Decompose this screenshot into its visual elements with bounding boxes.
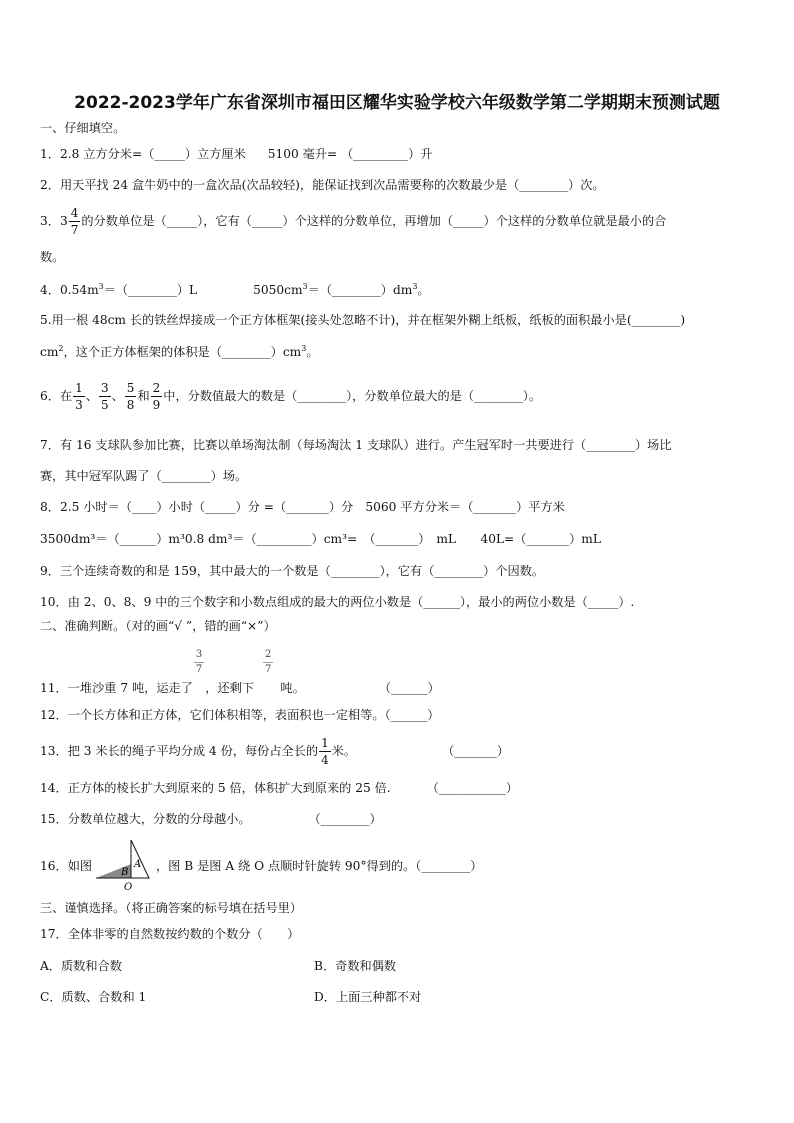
fraction-denominator: 3 — [75, 398, 83, 412]
question-17: 17．全体非零的自然数按约数的个数分（ ） — [40, 927, 300, 941]
fraction-numerator: 4 — [70, 206, 79, 220]
question-3-text: 的分数单位是（_____），它有（_____）个这样的分数单位，再增加（_____）个这样的分数单位就是最小的合 — [81, 214, 667, 228]
question-7-line-2: 赛，其中冠军队踢了（________）场。 — [40, 469, 248, 483]
question-4-part-a: 4．0.54m — [40, 283, 99, 297]
question-14-text: 14．正方体的棱长扩大到原来的 5 倍，体积扩大到原来的 25 倍. — [40, 781, 391, 795]
question-5-text: ，这个正方体框架的体积是（________）cm — [63, 345, 302, 359]
question-1-part-b: 5100 毫升= （_________）升 — [267, 147, 433, 161]
question-7-line-1: 7．有 16 支球队参加比赛，比赛以单场淘汰制（每场淘汰 1 支球队）进行。产生冠军时一共要进行（________）场比 — [40, 438, 672, 452]
question-3-prefix: 3．3 — [40, 214, 68, 228]
question-1 — [40, 148, 433, 160]
option-a[interactable]: A．质数和合数 — [40, 959, 122, 973]
fraction-1-3 — [73, 382, 85, 411]
question-8-line-2: 3500dm³＝（______）m³0.8 dm³＝（_________）cm³= （_______） mL 40L=（_______）mL — [40, 532, 601, 546]
answer-blank[interactable]: （_______） — [442, 744, 510, 758]
fraction-numerator: 3 — [100, 381, 109, 395]
section-heading-true-false: 二、准确判断。（对的画“√ ”，错的画“×”） — [40, 619, 276, 633]
question-9: 9．三个连续奇数的和是 159，其中最大的一个数是（________），它有（________）个因数。 — [40, 564, 545, 578]
answer-blank[interactable]: （______） — [378, 681, 440, 695]
unit-cm: cm — [40, 345, 59, 359]
cube-superscript: 3 — [301, 343, 307, 353]
fraction-numerator: 3 — [194, 650, 204, 663]
fraction-numerator: 5 — [126, 381, 135, 395]
question-13 — [40, 737, 509, 766]
question-14 — [40, 782, 518, 794]
question-5-line-1: 5.用一根 48cm 长的铁丝焊接成一个正方体框架(接头处忽略不计)，并在框架外糊上纸板，纸板的面积最小是(________) — [40, 313, 686, 327]
fraction-denominator: 4 — [321, 753, 329, 767]
fraction-5-8 — [125, 382, 137, 411]
question-16-text: 16．如图 — [40, 859, 93, 873]
question-11-text-2: ，还剩下 — [205, 681, 255, 695]
page-title: 2022-2023学年广东省深圳市福田区耀华实验学校六年级数学第二学期期末预测试题 — [74, 93, 720, 113]
question-4-part-a-blank: ＝（________）L — [103, 283, 198, 297]
question-15 — [40, 813, 382, 825]
question-4 — [40, 281, 430, 297]
fraction-numerator: 2 — [263, 650, 273, 663]
fraction-3-5 — [99, 382, 111, 411]
fraction-denominator: 9 — [152, 398, 161, 412]
question-13-text: 13．把 3 米长的绳子平均分成 4 份，每份占全长的 — [40, 744, 319, 758]
section-heading-multiple-choice: 三、谨慎选择。（将正确答案的标号填在括号里） — [40, 901, 303, 915]
question-3-line-2: 数。 — [40, 250, 65, 264]
question-6-text: 中，分数值最大的数是（________），分数单位最大的是（________）。 — [163, 389, 542, 403]
question-11-text: 11．一堆沙重 7 吨，运走了 — [40, 681, 193, 695]
question-16-text-2: ，图 B 是图 A 绕 O 点顺时针旋转 90°得到的。（________） — [156, 859, 483, 873]
answer-blank[interactable]: （________） — [308, 812, 382, 826]
question-13-unit: 米。 — [331, 744, 357, 758]
question-5-line-2 — [40, 343, 319, 359]
question-4-part-b: 5050cm — [253, 283, 303, 297]
and-word: 和 — [137, 389, 150, 403]
fraction-denominator: 7 — [195, 664, 203, 675]
section-heading-fill-blanks: 一、仔细填空。 — [40, 121, 126, 135]
fraction-2-7 — [263, 650, 273, 675]
question-3 — [40, 207, 666, 236]
question-12: 12．一个长方体和正方体，它们体积相等，表面积也一定相等。（______） — [40, 708, 440, 722]
question-6: 6．在 $\frac{1}{3}$ 、 $\frac{3}{5}$ 、 $\frac{5}{8}$ 和 $\frac{2}{9}$ 中，分数值最大的数是（________），分数单位最大的是（________）。 — [40, 381, 542, 412]
fraction-denominator: 5 — [100, 398, 109, 412]
fraction-denominator: 7 — [265, 664, 272, 675]
label-b: B — [121, 867, 129, 878]
mixed-number-fraction — [69, 207, 81, 236]
cube-superscript: 3 — [412, 281, 418, 291]
question-8-line-1: 8．2.5 小时＝（____）小时（_____）分 =（_______）分 5060 平方分米＝（_______）平方米 — [40, 500, 565, 514]
question-6-prefix: 6．在 — [40, 389, 73, 403]
square-superscript: 2 — [58, 343, 64, 353]
fraction-3-7 — [194, 650, 204, 675]
question-11-unit: 吨。 — [280, 681, 305, 695]
option-d[interactable]: D．上面三种都不对 — [314, 990, 422, 1004]
cube-superscript: 3 — [302, 281, 308, 291]
option-b[interactable]: B．奇数和偶数 — [314, 959, 397, 973]
fraction-2-9 — [151, 382, 163, 411]
option-c[interactable]: C．质数、合数和 1 — [40, 990, 147, 1004]
question-10: 10．由 2、0、8、9 中的三个数字和小数点组成的最大的两位小数是（______），最小的两位小数是（_____）. — [40, 595, 635, 609]
question-11 — [40, 649, 440, 695]
question-15-text: 15．分数单位越大，分数的分母越小。 — [40, 812, 251, 826]
label-a: A — [134, 859, 142, 870]
fraction-numerator: 1 — [321, 736, 329, 750]
question-2: 2．用天平找 24 盒牛奶中的一盒次品(次品较轻)，能保证找到次品需要称的次数最少是（________）次。 — [40, 178, 605, 192]
question-16 — [40, 860, 92, 872]
question-5-end: 。 — [306, 345, 319, 359]
label-o: O — [124, 882, 133, 892]
cube-superscript: 3 — [98, 281, 104, 291]
question-4-part-b-blank: ＝（________）dm — [307, 283, 413, 297]
fraction-denominator: 8 — [126, 398, 135, 412]
question-4-end: 。 — [417, 283, 430, 297]
question-1-part-a: 1．2.8 立方分米=（_____）立方厘米 — [40, 147, 246, 161]
fraction-1-4 — [319, 737, 331, 766]
fraction-denominator: 7 — [70, 223, 79, 237]
answer-blank[interactable]: （___________） — [426, 781, 519, 795]
rotation-figure — [94, 838, 154, 892]
fraction-numerator: 2 — [152, 381, 161, 395]
fraction-numerator: 1 — [75, 381, 83, 395]
